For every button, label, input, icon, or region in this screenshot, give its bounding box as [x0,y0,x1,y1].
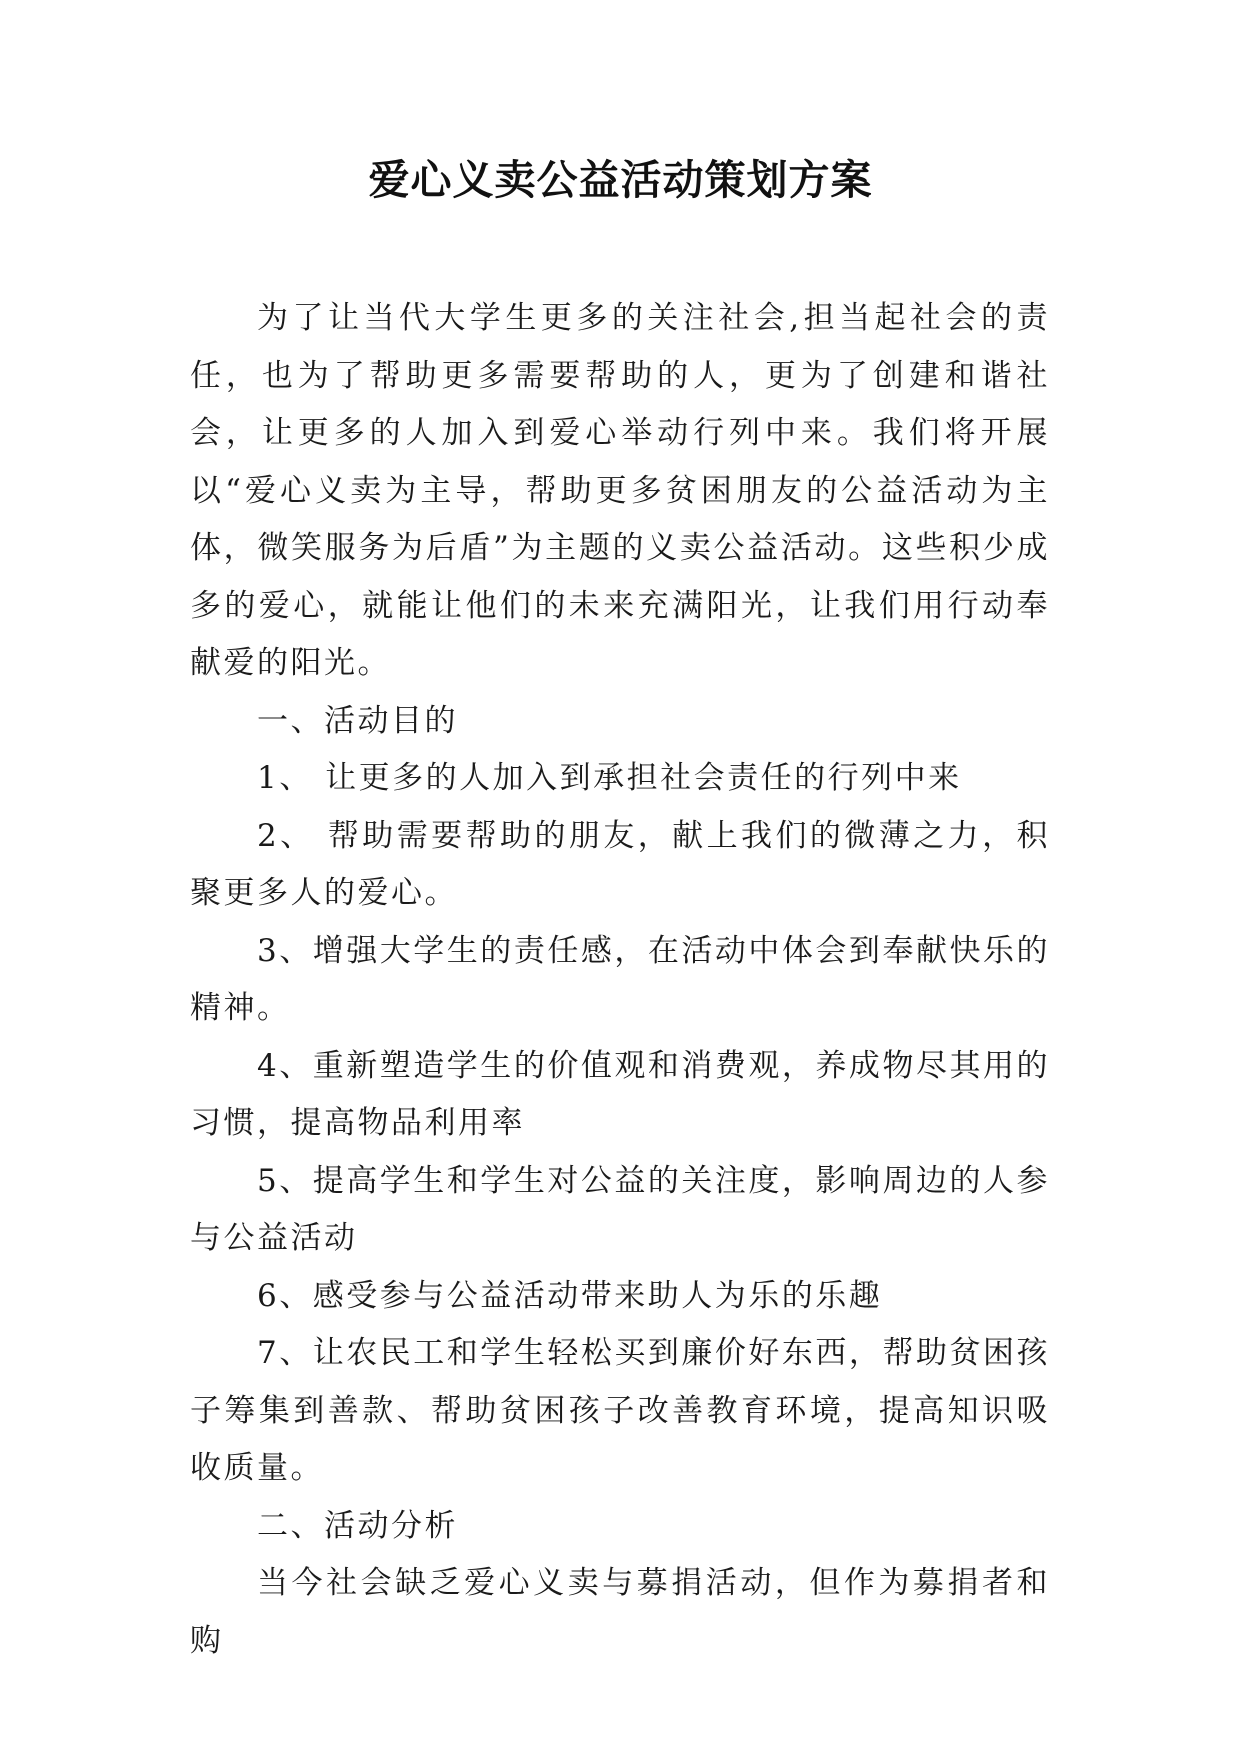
purpose-item: 6、感受参与公益活动带来助人为乐的乐趣 [257,1277,883,1314]
purpose-item: 3、增强大学生的责任感，在活动中体会到奉献快乐的精神。 [190,932,1050,1026]
section-heading-purpose: 一、活动目的 [257,702,458,739]
section-heading-analysis: 二、活动分析 [257,1507,458,1544]
analysis-paragraph: 当今社会缺乏爱心义卖与募捐活动，但作为募捐者和购 [190,1565,1050,1659]
document-body [190,290,1050,1670]
purpose-item: 4、重新塑造学生的价值观和消费观，养成物尽其用的习惯，提高物品利用率 [190,1047,1050,1141]
purpose-item: 5、提高学生和学生对公益的关注度，影响周边的人参与公益活动 [190,1162,1050,1256]
purpose-item: 1、 让更多的人加入到承担社会责任的行列中来 [257,760,962,796]
purpose-item: 2、 帮助需要帮助的朋友，献上我们的微薄之力，积聚更多人的爱心。 [190,817,1050,911]
document-title: 爱心义卖公益活动策划方案 [368,156,873,204]
purpose-item: 7、让农民工和学生轻松买到廉价好东西，帮助贫困孩子筹集到善款、帮助贫困孩子改善教育环境，提高知识吸收质量。 [190,1335,1050,1486]
intro-paragraph: 为了让当代大学生更多的关注社会,担当起社会的责任，也为了帮助更多需要帮助的人，更为了创建和谐社会，让更多的人加入到爱心举动行列中来。我们将开展以“爱心义卖为主导，帮助更多贫困朋友的公益活动为主体，微笑服务为后盾”为主题的义卖公益活动。这些积少成多的爱心，就能让他们的未来充满阳光，让我们用行动奉献爱的阳光。 [190,300,1050,681]
